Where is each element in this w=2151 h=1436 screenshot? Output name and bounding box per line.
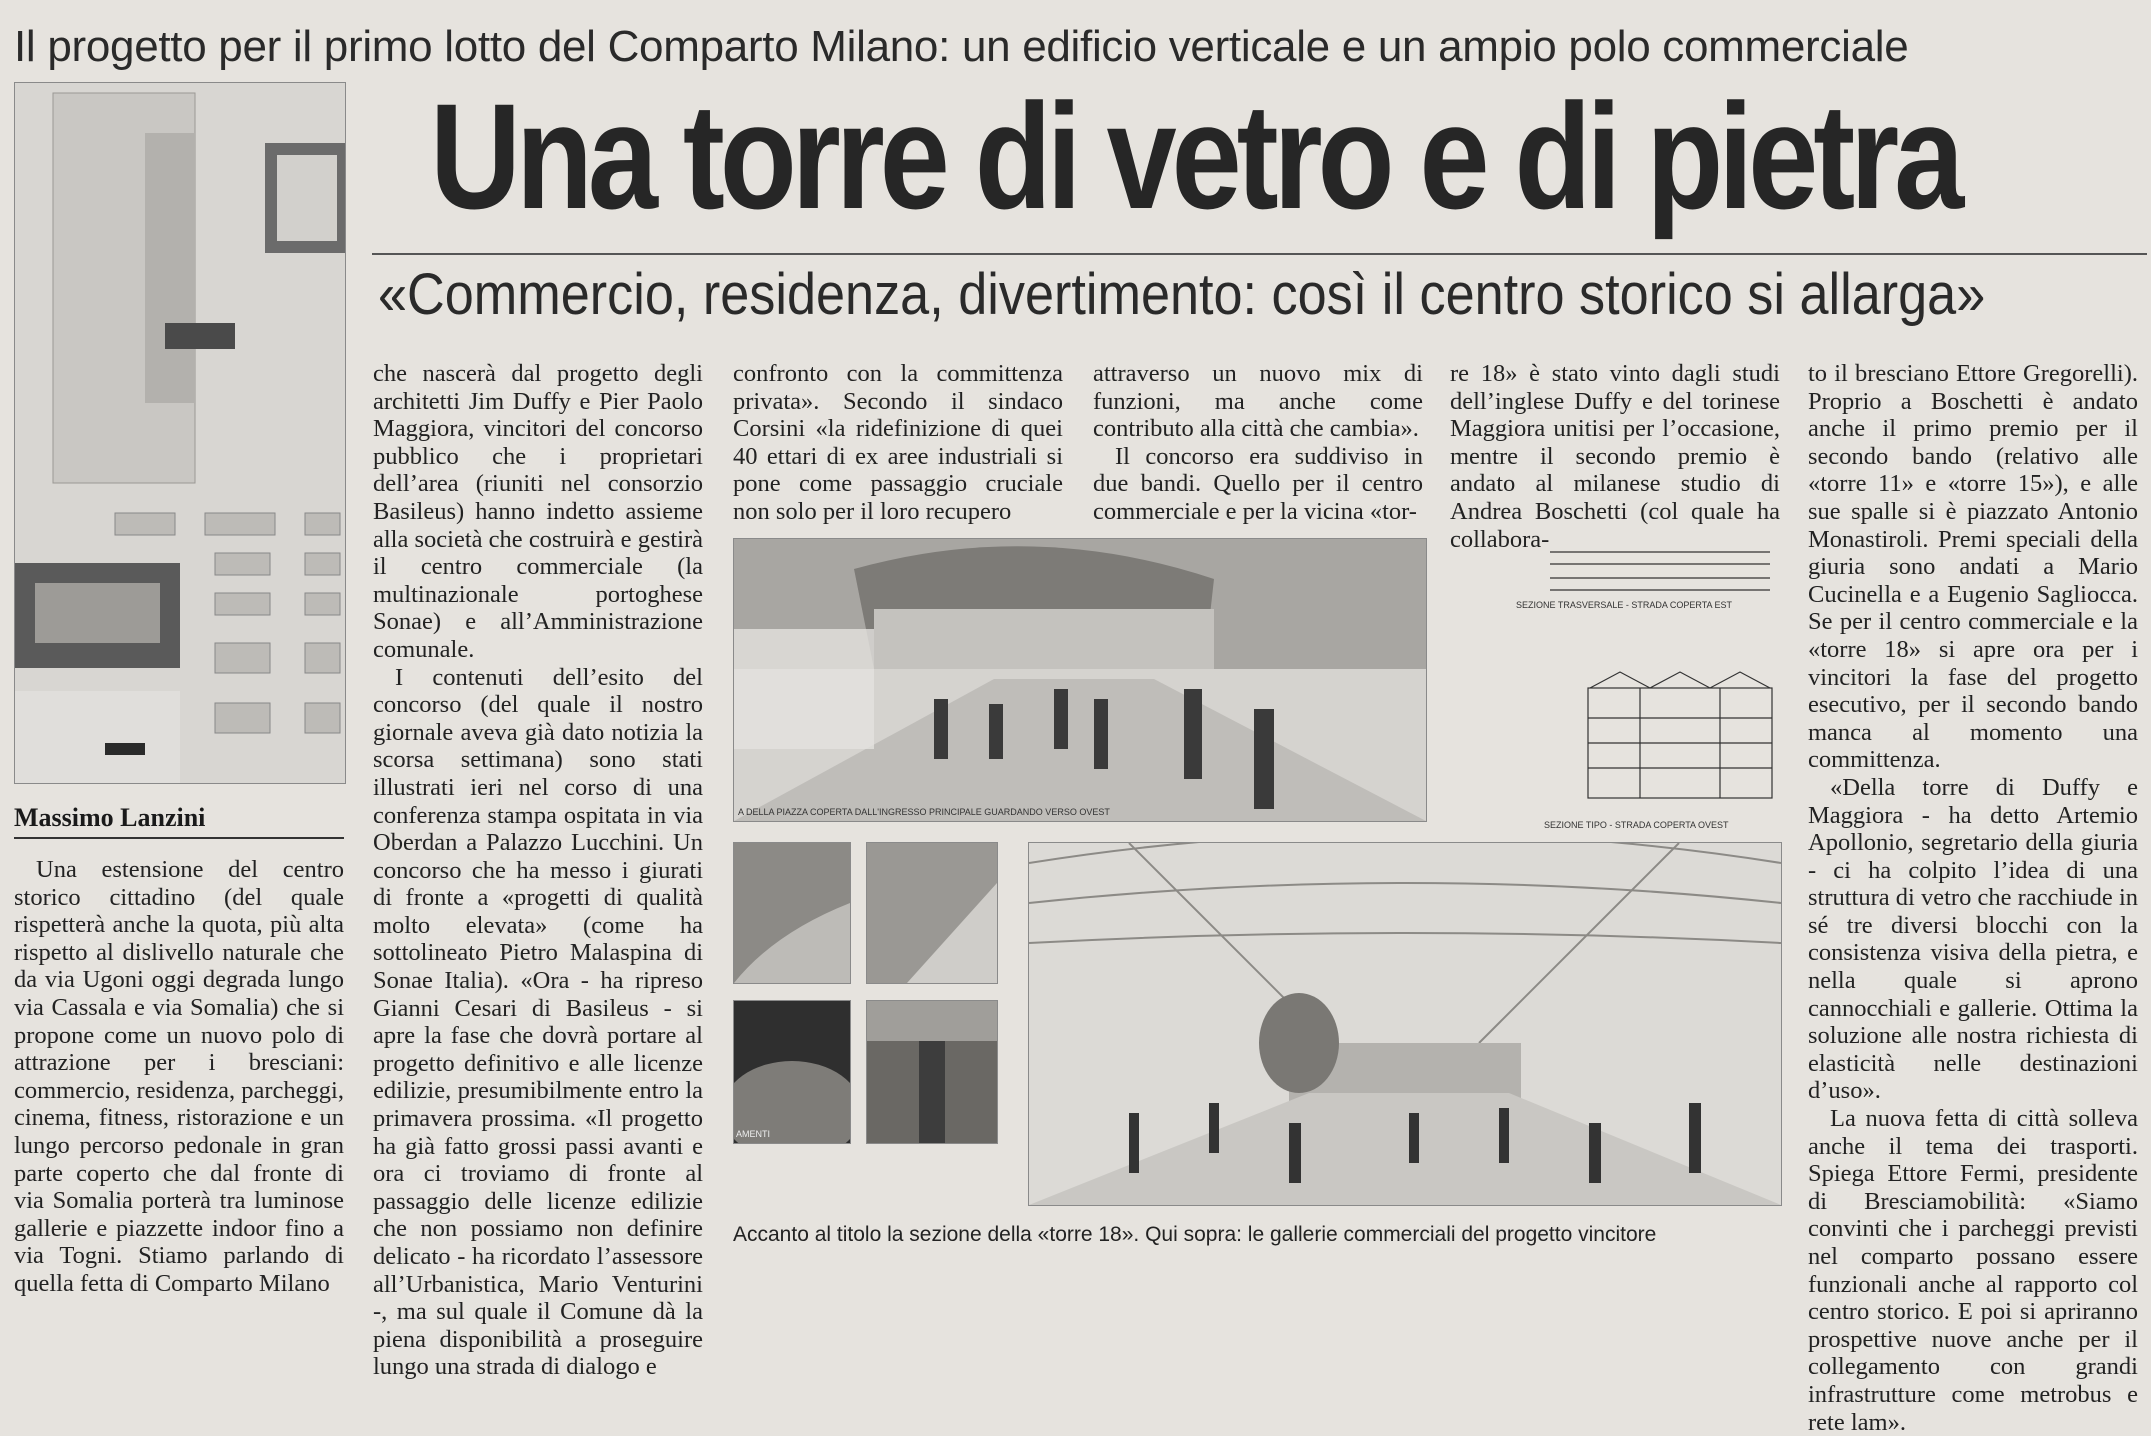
- paragraph: re 18» è stato vinto dagli studi dell’inglese Duffy e del torinese Maggiora unitisi per l’occasione, mentre il secondo premio è andato al milanese studio di Andrea Boschetti (col quale ha collabora-: [1450, 360, 1780, 553]
- paragraph: confronto con la committenza privata». Secondo il sindaco Corsini «la ridefinizione di quei 40 ettari di ex aree industriali si pone come passaggio cruciale non solo per il loro recupero: [733, 360, 1063, 525]
- headline: Una torre di vetro e di pietra: [430, 72, 1960, 240]
- interior-photo-2: [866, 842, 998, 984]
- paragraph: to il bresciano Ettore Gregorelli). Proprio a Boschetti è andato anche il primo premio per il secondo bando (relativo alle «torre 11» e «torre 15»), e alle sue spalle si è piazzato Antonio Monastiroli. Premi speciali della giuria sono andati a Mario Cucinella e a Eugenio Sagliocca. Se per il centro commerciale e la «torre 18» si apre ora per i vincitori la fase del progetto esecutivo, per il secondo bando manca al momento una committenza.: [1808, 360, 2138, 774]
- kicker: Il progetto per il primo lotto del Comparto Milano: un edificio verticale e un ampio polo commerciale: [14, 22, 1909, 71]
- figure-label-ambienti: AMENTI: [736, 1129, 771, 1139]
- paragraph: Una estensione del centro storico cittadino (del quale rispetterà anche la quota, più alta rispetto al dislivello naturale che da via Ugoni oggi degrada lungo via Cassala e via Somalia) che si propone come un nuovo polo di attrazione per i bresciani: commercio, residenza, parcheggi, cinema, fitness, ristorazione e un lungo percorso pedonale in gran parte coperto che dal fronte di via Somalia porterà tra luminose gallerie e piazzette indoor fino a via Togni. Stiamo parlando di quella fetta di Comparto Milano: [14, 856, 344, 1297]
- paragraph: che nascerà dal progetto degli architetti Jim Duffy e Pier Paolo Maggiora, vincitori del concorso pubblico che i proprietari dell’area (riuniti nel consorzio Basileus) hanno indetto assieme alla società che costruirà e gestirà il centro commerciale (la multinazionale portoghese Sonae) e all’Amministrazione comunale.: [373, 360, 703, 663]
- piazza-render-image: [733, 538, 1427, 822]
- column-1: [14, 856, 344, 1298]
- subheadline: «Commercio, residenza, divertimento: così il centro storico si allarga»: [378, 262, 1986, 327]
- paragraph: attraverso un nuovo mix di funzioni, ma anche come contributo alla città che cambia».: [1093, 360, 1423, 443]
- column-5: [1450, 360, 1780, 553]
- interior-photo-4: [866, 1000, 998, 1144]
- figure-label-piazza: A DELLA PIAZZA COPERTA DALL'INGRESSO PRINCIPALE GUARDANDO VERSO OVEST: [738, 807, 1110, 817]
- headline-rule: [372, 253, 2147, 255]
- column-4: [1093, 360, 1423, 526]
- tower-section-image: [14, 82, 346, 784]
- paragraph: I contenuti dell’esito del concorso (del quale il nostro giornale aveva già dato notizia la scorsa settimana) sono stati illustrati ieri nel corso di una conferenza stampa ospitata in via Oberdan a Palazzo Lucchini. Un concorso che ha messo i giurati di fronte a «progetti di qualità molto elevata» (come ha sottolineato Pietro Malaspina di Sonae Italia). «Ora - ha ripreso Gianni Cesari di Basileus - si apre la fase che dovrà portare al progetto definitivo e alle licenze edilizie, presumibilmente entro la primavera prossima. «Il progetto ha già fatto grossi passi avanti e ora ci troviamo di fronte al passaggio delle licenze edilizie che non possiamo non definire delicato - ha ricordato l’assessore all’Urbanistica, Mario Venturini -, ma sul quale il Comune dà la piena disponibilità a proseguire lungo una strada di dialogo e: [373, 663, 703, 1381]
- paragraph: «Della torre di Duffy e Maggiora - ha detto Artemio Apollonio, segretario della giuria - ci ha colpito l’idea di una struttura di vetro che racchiude in sé tre diversi blocchi con la consistenza visiva della pietra, e nella quale si aprono cannocchiali e gallerie. Ottima la soluzione alle nostra richiesta di elasticità nelle destinazioni d’uso».: [1808, 773, 2138, 1105]
- byline: Massimo Lanzini: [14, 803, 344, 839]
- paragraph: Il concorso era suddiviso in due bandi. Quello per il centro commerciale e per la vicina «tor-: [1093, 442, 1423, 525]
- paragraph: La nuova fetta di città solleva anche il tema dei trasporti. Spiega Ettore Fermi, presidente di Bresciamobilità: «Siamo convinti che i parcheggi previsti nel comparto possano essere funzionali anche al rapporto col centro storico. E poi si apriranno prospettive nuove anche per il collegamento con grandi infrastrutture come metrobus e rete lam».: [1808, 1105, 2138, 1436]
- photo-caption: Accanto al titolo la sezione della «torre 18». Qui sopra: le gallerie commerciali del progetto vincitore: [733, 1223, 1657, 1246]
- gallery-render-image: [1028, 842, 1782, 1206]
- column-3: [733, 360, 1063, 526]
- figure-label-section-1: SEZIONE TRASVERSALE - STRADA COPERTA EST: [1516, 600, 1733, 610]
- interior-photo-1: [733, 842, 851, 984]
- figure-label-section-2: SEZIONE TIPO - STRADA COPERTA OVEST: [1544, 820, 1729, 830]
- section-drawings: [1440, 538, 1780, 838]
- interior-photo-3: [733, 1000, 851, 1144]
- column-2: [373, 360, 703, 1381]
